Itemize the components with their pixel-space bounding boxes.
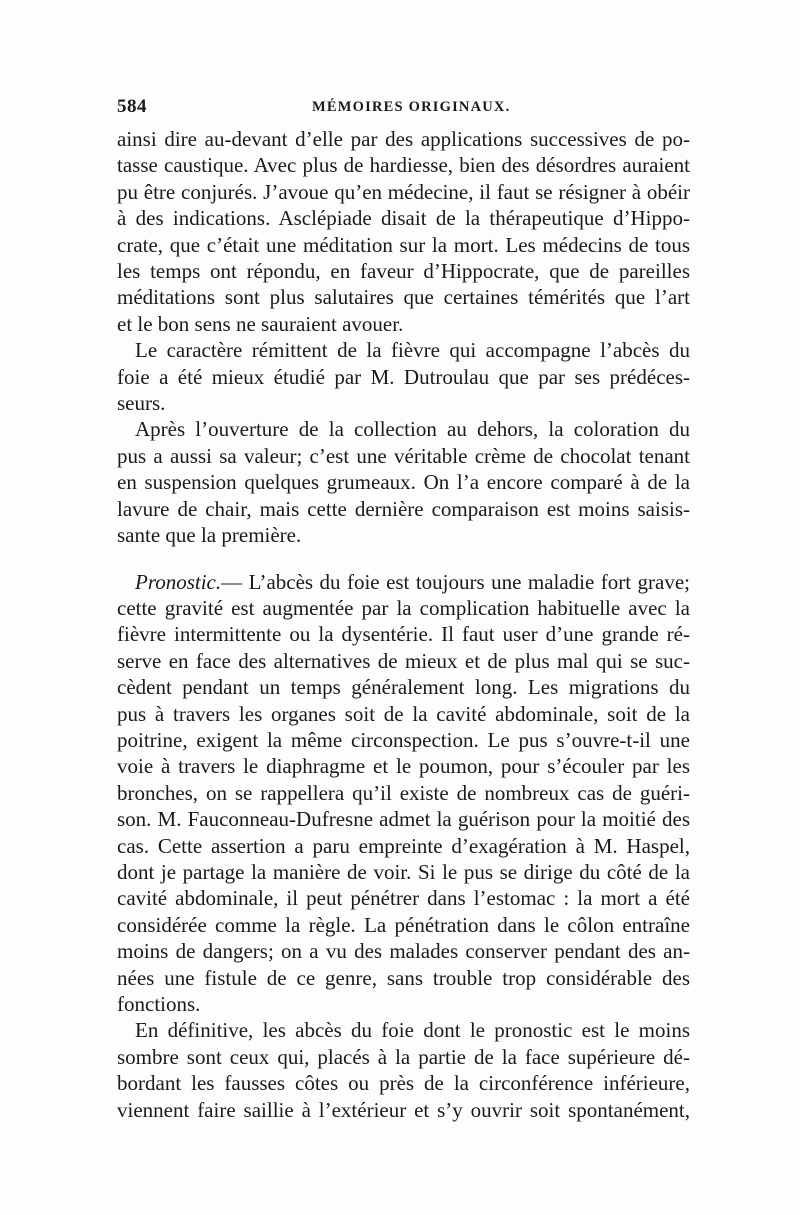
- text-line: cèdent pendant un temps généralement long. Les migrations du: [117, 675, 690, 700]
- running-head: MÉMOIRES ORIGINAUX.: [312, 99, 511, 115]
- paragraph-pus-coloration: [117, 416, 690, 548]
- text-line: lavure de chair, mais cette dernière comparaison est moins saisis-: [117, 496, 690, 521]
- text-line: foie a été mieux étudié par M. Dutroulau que par ses prédéces-: [117, 364, 690, 389]
- text-line: Le caractère rémittent de la fièvre qui accompagne l’abcès du: [135, 338, 690, 363]
- text-line: poitrine, exigent la même circonspection. Le pus s’ouvre-t-il une: [117, 727, 690, 752]
- paragraph-continuation: [117, 126, 690, 337]
- text-line: ainsi dire au-devant d’elle par des applications successives de po-: [117, 127, 690, 151]
- body-text: [117, 126, 690, 1123]
- text-line-rest: — L’abcès du foie est toujours une maladie fort grave;: [221, 569, 690, 594]
- text-line: nées une fistule de ce genre, sans trouble trop considérable des: [117, 965, 690, 990]
- text-line: pu être conjurés. J’avoue qu’en médecine, il faut se résigner à obéir: [117, 179, 690, 204]
- text-line: sombre sont ceux qui, placés à la partie de la face supérieure dé-: [117, 1044, 690, 1069]
- paragraph-fever: [117, 337, 690, 416]
- text-line: bronches, on se rappellera qu’il existe de nombreux cas de guéri-: [117, 780, 690, 805]
- section-heading-pronostic: Pronostic.: [135, 569, 222, 594]
- text-line: [117, 569, 690, 595]
- text-line: dont je partage la manière de voir. Si le pus se dirige du côté de la: [117, 859, 690, 884]
- text-line: pus a aussi sa valeur; c’est une véritable crème de chocolat tenant: [117, 443, 690, 468]
- page-header: [117, 96, 690, 122]
- text-line: les temps ont répondu, en faveur d’Hippocrate, que de pareilles: [117, 259, 690, 284]
- text-line: fièvre intermittente ou la dysentérie. Il faut user d’une grande ré-: [117, 622, 690, 647]
- text-line: En définitive, les abcès du foie dont le pronostic est le moins: [135, 1018, 690, 1043]
- text-line: cette gravité est augmentée par la complication habituelle avec la: [117, 595, 690, 620]
- text-line: Après l’ouverture de la collection au dehors, la coloration du: [135, 417, 690, 442]
- text-line: à des indications. Asclépiade disait de la thérapeutique d’Hippo-: [117, 206, 690, 231]
- text-line: en suspension quelques grumeaux. On l’a encore comparé à de la: [117, 470, 690, 495]
- paragraph-pronostic: [117, 569, 690, 1018]
- text-line: fonctions.: [117, 992, 201, 1016]
- text-line: et le bon sens ne sauraient avouer.: [117, 311, 404, 336]
- text-line: cas. Cette assertion a paru empreinte d’exagération à M. Haspel,: [117, 833, 690, 858]
- text-line: viennent faire saillie à l’extérieur et s’y ouvrir soit spontanément,: [117, 1097, 690, 1122]
- text-line: crate, que c’était une méditation sur la mort. Les médecins de tous: [117, 232, 690, 257]
- text-line: sante que la première.: [117, 523, 302, 548]
- paragraph-definitive: [117, 1017, 690, 1123]
- text-line: son. M. Fauconneau-Dufresne admet la guérison pour la moitié des: [117, 807, 690, 832]
- text-line: cavité abdominale, il peut pénétrer dans l’estomac : la mort a été: [117, 886, 690, 911]
- text-line: seurs.: [117, 391, 166, 416]
- text-line: pus à travers les organes soit de la cavité abdominale, soit de la: [117, 701, 690, 726]
- text-line: tasse caustique. Avec plus de hardiesse, bien des désordres auraient: [117, 153, 690, 178]
- text-line: voie à travers le diaphragme et le poumon, pour s’écouler par les: [117, 754, 690, 779]
- text-line: considérée comme la règle. La pénétration dans le côlon entraîne: [117, 912, 690, 937]
- page-number: 584: [117, 96, 147, 117]
- text-line: serve en face des alternatives de mieux et de plus mal qui se suc-: [117, 648, 690, 673]
- text-line: méditations sont plus salutaires que certaines témérités que l’art: [117, 285, 690, 310]
- text-line: bordant les fausses côtes ou près de la circonférence inférieure,: [117, 1071, 690, 1096]
- text-line: moins de dangers; on a vu des malades conserver pendant des an-: [117, 939, 690, 964]
